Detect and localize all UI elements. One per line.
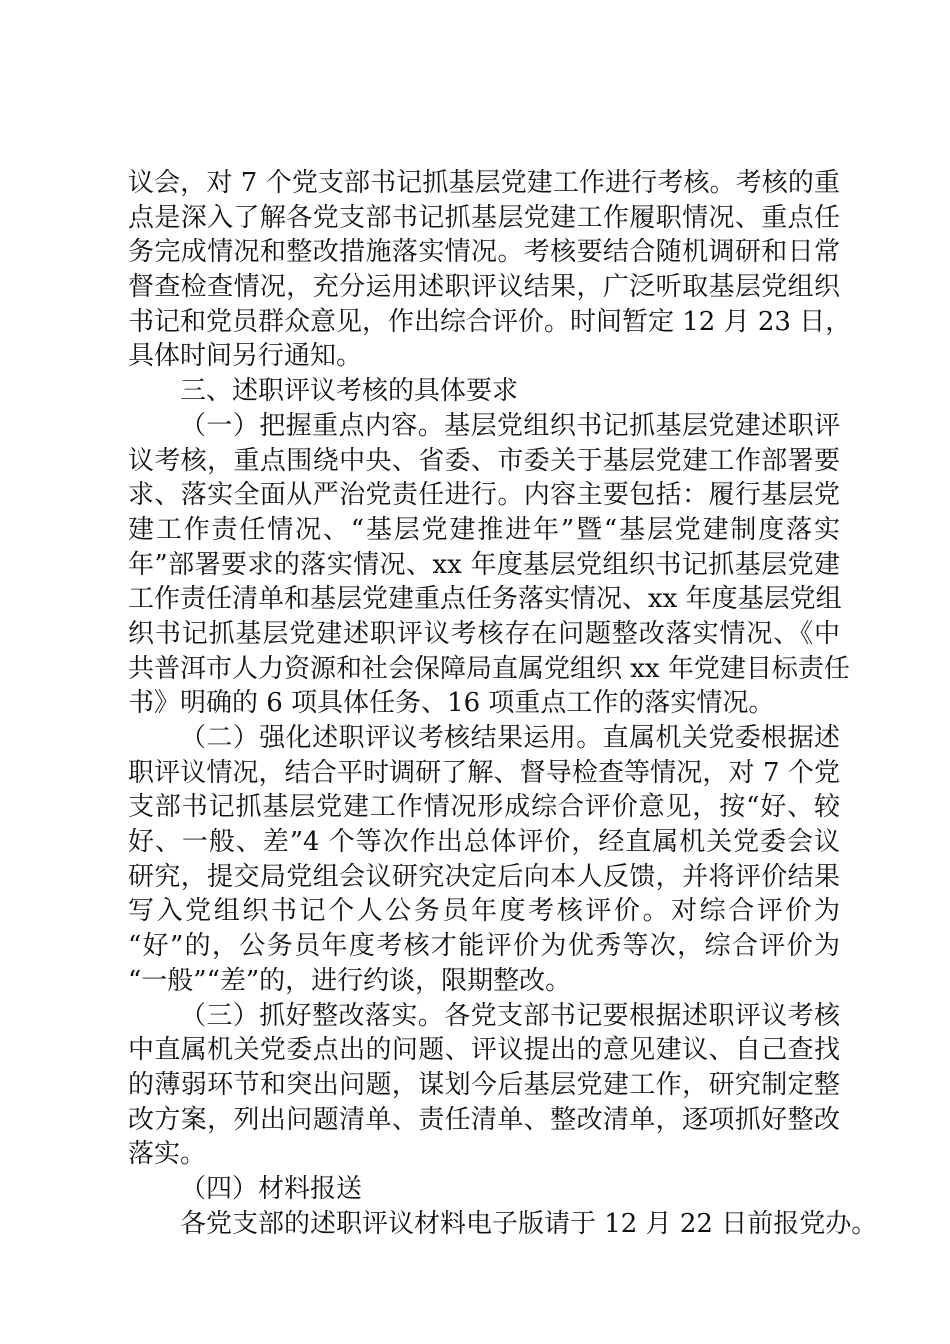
- text-line: 研究，提交局党组会议研究决定后向本人反馈，并将评价结果: [128, 861, 840, 892]
- text-line: 书》明确的 6 项具体任务、16 项重点工作的落实情况。: [128, 688, 775, 719]
- text-line: 议会，对 7 个党支部书记抓基层党建工作进行考核。考核的重: [128, 168, 840, 198]
- text-line: 写入党组织书记个人公务员年度考核评价。对综合评价为: [128, 896, 840, 927]
- text-line: “一般”“差”的，进行约谈，限期整改。: [128, 965, 572, 996]
- text-line: 的薄弱环节和突出问题，谋划今后基层党建工作，研究制定整: [128, 1069, 840, 1100]
- text-line: 落实。: [128, 1139, 207, 1170]
- subsection-line: （四）材料报送: [180, 1173, 363, 1204]
- text-line: 求、落实全面从严治党责任进行。内容主要包括：履行基层党: [128, 480, 840, 511]
- subsection-line: （一）把握重点内容。基层党组织书记抓基层党建述职评: [180, 410, 840, 441]
- text-line: 织书记抓基层党建述职评议考核存在问题整改落实情况、《中: [128, 618, 840, 649]
- text-line: 好、一般、差”4 个等次作出总体评价，经直属机关党委会议: [128, 827, 840, 858]
- text-line: 具体时间另行通知。: [128, 341, 363, 372]
- text-line: 职评议情况，结合平时调研了解、督导检查等情况，对 7 个党: [128, 757, 840, 788]
- text-line: 点是深入了解各党支部书记抓基层党建工作履职情况、重点任: [128, 202, 840, 233]
- subsection-line: （三）抓好整改落实。各党支部书记要根据述职评议考核: [180, 1000, 840, 1031]
- text-line: 各党支部的述职评议材料电子版请于 12 月 22 日前报党办。: [180, 1208, 878, 1239]
- text-line: 支部书记抓基层党建工作情况形成综合评价意见，按“好、较: [128, 792, 840, 823]
- subsection-line: （二）强化述职评议考核结果运用。直属机关党委根据述: [180, 723, 840, 753]
- section-heading: 三、述职评议考核的具体要求: [180, 376, 519, 407]
- text-line: 督查检查情况，充分运用述职评议结果，广泛听取基层党组织: [128, 272, 840, 303]
- text-line: 共普洱市人力资源和社会保障局直属党组织 xx 年党建目标责任: [128, 653, 850, 684]
- text-line: 务完成情况和整改措施落实情况。考核要结合随机调研和日常: [128, 237, 840, 268]
- text-line: 书记和党员群众意见，作出综合评价。时间暂定 12 月 23 日，: [128, 306, 852, 337]
- text-line: 建工作责任情况、“基层党建推进年”暨“基层党建制度落实: [128, 514, 840, 545]
- document-body: [128, 166, 878, 1241]
- text-line: 议考核，重点围绕中央、省委、市委关于基层党建工作部署要: [128, 445, 840, 476]
- text-line: 工作责任清单和基层党建重点任务落实情况、xx 年度基层党组: [128, 584, 842, 615]
- text-line: “好”的，公务员年度考核才能评价为优秀等次，综合评价为: [128, 931, 840, 962]
- text-line: 年”部署要求的落实情况、xx 年度基层党组织书记抓基层党建: [128, 549, 840, 580]
- text-line: 改方案，列出问题清单、责任清单、整改清单，逐项抓好整改: [128, 1104, 840, 1135]
- text-line: 中直属机关党委点出的问题、评议提出的意见建议、自己查找: [128, 1035, 840, 1066]
